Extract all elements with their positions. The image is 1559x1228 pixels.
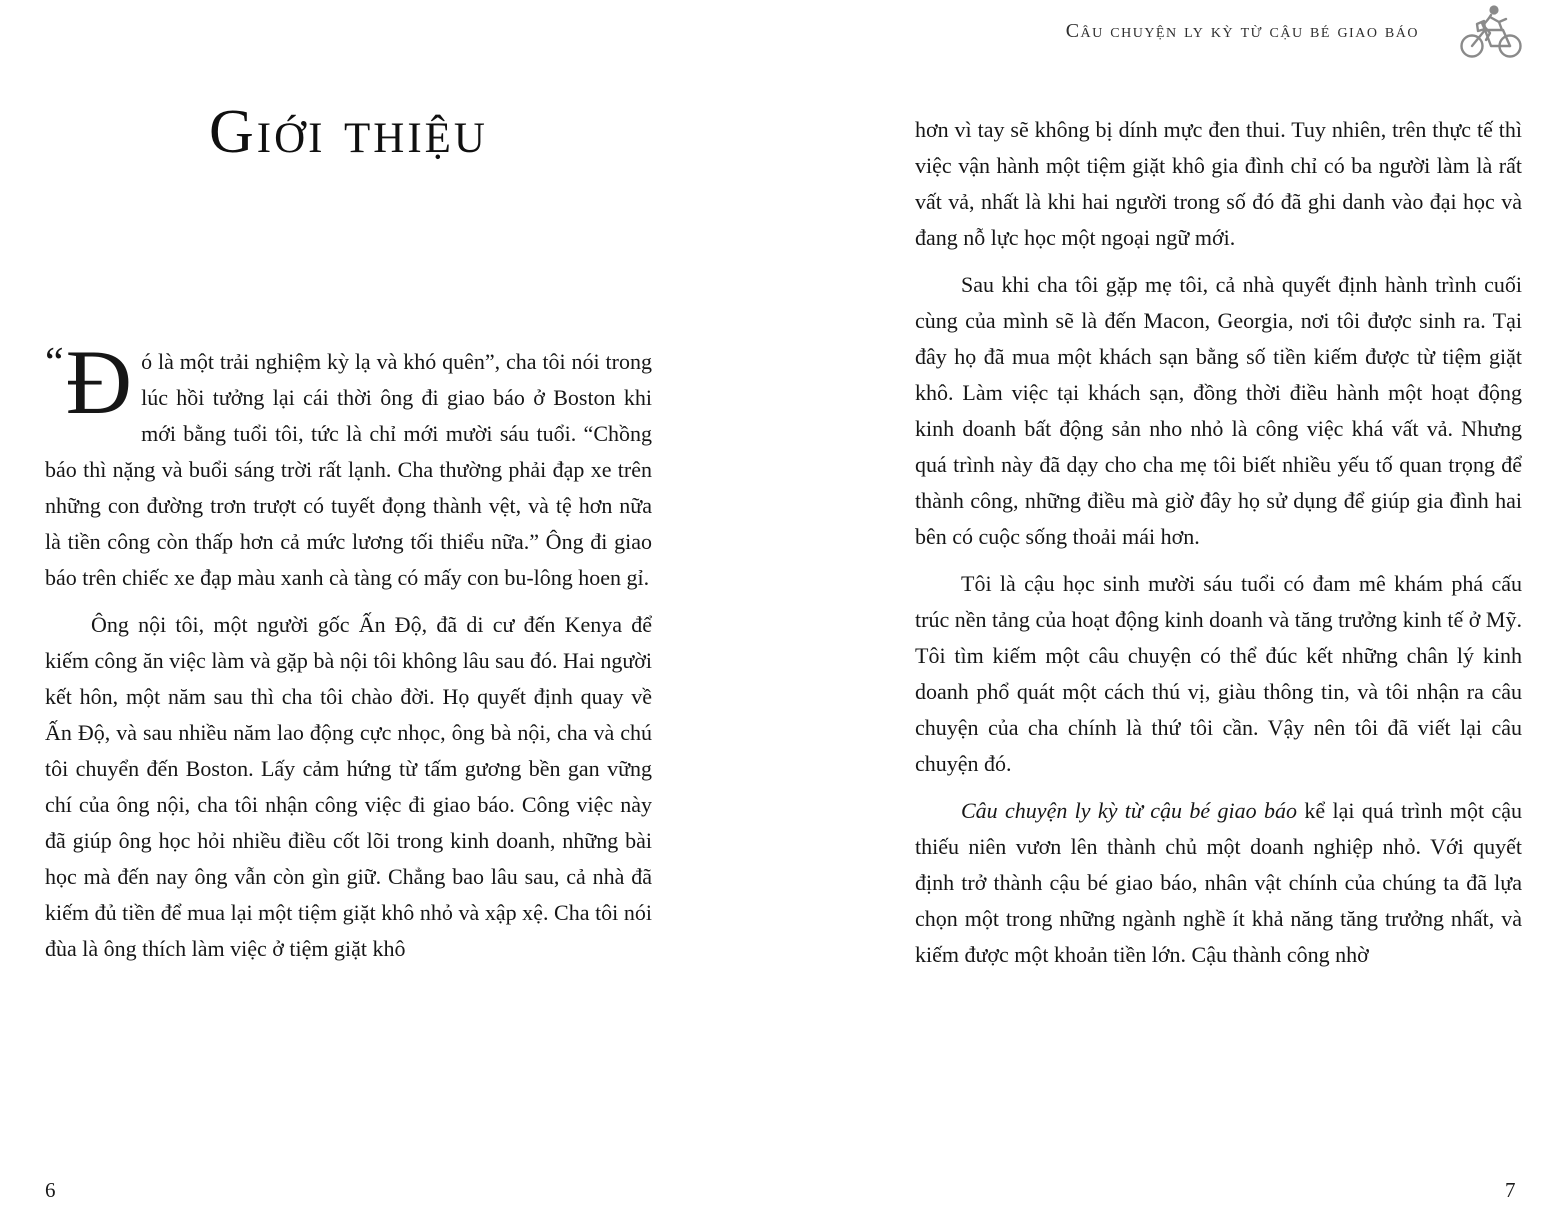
paragraph [915, 566, 1522, 782]
running-header [915, 0, 1527, 62]
lead-paragraph [45, 331, 652, 596]
paragraph-segment: Ông nội tôi, một người gốc Ấn Độ, đã di cư đến Kenya để kiếm công ăn việc làm và gặp bà nội tôi không lâu sau đó. Hai người kết hôn, một năm sau thì cha tôi chào đời. Họ quyết định quay về Ấn Độ, và sau nhiều năm lao động cực nhọc, ông bà nội, cha và chú tôi chuyển đến Boston. Lấy cảm hứng từ tấm gương bền gan vững chí của ông nội, cha tôi nhận công việc đi giao báo. Công việc này đã giúp ông học hỏi nhiều điều cốt lõi trong kinh doanh, những bài học mà đến nay ông vẫn còn gìn giữ. Chẳng bao lâu sau, cả nhà đã kiếm đủ tiền để mua lại một tiệm giặt khô nhỏ và xập xệ. Cha tôi nói đùa là ông thích làm việc ở tiệm giặt khô [45, 612, 652, 962]
page-number-right: 7 [1505, 1178, 1516, 1202]
paragraph-segment: Sau khi cha tôi gặp mẹ tôi, cả nhà quyết định hành trình cuối cùng của mình sẽ là đến Macon, Georgia, nơi tôi được sinh ra. Tại đây họ đã mua một khách sạn bằng số tiền kiếm được từ tiệm giặt khô. Làm việc tại khách sạn, đồng thời điều hành một hoạt động kinh doanh bất động sản nho nhỏ là công việc khá vất vả. Nhưng quá trình này đã dạy cho cha mẹ tôi biết nhiều yếu tố quan trọng để thành công, những điều mà giờ đây họ sử dụng để giúp gia đình hai bên có cuộc sống thoải mái hơn. [915, 272, 1522, 549]
paragraph-segment: Tôi là cậu học sinh mười sáu tuổi có đam mê khám phá cấu trúc nền tảng của hoạt động kinh doanh và tăng trưởng kinh tế ở Mỹ. Tôi tìm kiếm một câu chuyện có thể đúc kết những chân lý kinh doanh phổ quát một cách thú vị, giàu thông tin, và tôi nhận ra câu chuyện của cha chính là thứ tôi cần. Vậy nên tôi đã viết lại câu chuyện đó. [915, 571, 1522, 776]
paperboy-bicycle-icon [1457, 2, 1527, 60]
paragraph-segment: hơn vì tay sẽ không bị dính mực đen thui. Tuy nhiên, trên thực tế thì việc vận hành một tiệm giặt khô gia đình chỉ có ba người làm là rất vất vả, nhất là khi hai người trong số đó đã ghi danh vào đại học và đang nỗ lực học một ngoại ngữ mới. [915, 117, 1522, 250]
paragraph [915, 112, 1522, 256]
paragraph-italic-segment: Câu chuyện ly kỳ từ cậu bé giao báo [961, 798, 1298, 823]
right-page [915, 112, 1522, 984]
paragraph [915, 793, 1522, 973]
lead-paragraph-text: ó là một trải nghiệm kỳ lạ và khó quên”, cha tôi nói trong lúc hồi tưởng lại cái thời ông đi giao báo ở Boston khi mới bằng tuổi tôi, tức là chỉ mới mười sáu tuổi. “Chồng báo thì nặng và buổi sáng trời rất lạnh. Cha thường phải đạp xe trên những con đường trơn trượt có tuyết đọng thành vệt, và tệ hơn nữa là tiền công còn thấp hơn cả mức lương tối thiểu nữa.” Ông đi giao báo trên chiếc xe đạp màu xanh cà tàng có mấy con bu-lông hoen gỉ. [45, 349, 652, 591]
left-page-paragraphs [45, 607, 652, 967]
running-title: Câu chuyện ly kỳ từ cậu bé giao báo [1065, 19, 1419, 42]
opening-quote-mark: “ [45, 340, 64, 387]
page-number-left: 6 [45, 1178, 56, 1202]
chapter-title: Giới thiệu [209, 98, 488, 166]
left-page [45, 98, 652, 978]
paragraph [915, 267, 1522, 555]
paragraph-segment: kể lại quá trình một cậu thiếu niên vươn lên thành chủ một doanh nghiệp nhỏ. Với quyết định trở thành cậu bé giao báo, nhân vật chính của chúng ta đã lựa chọn một trong những ngành nghề ít khả năng tăng trưởng nhất, và kiếm được một khoản tiền lớn. Cậu thành công nhờ [915, 798, 1522, 967]
left-page-body [45, 331, 652, 967]
dropcap-letter: Đ [65, 331, 133, 434]
paragraph [45, 607, 652, 967]
right-page-paragraphs [915, 112, 1522, 973]
